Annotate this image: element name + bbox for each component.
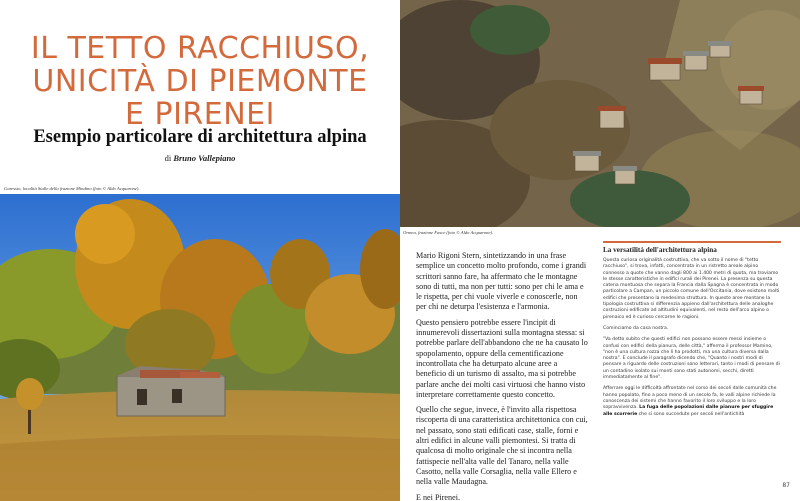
sidebar-paragraph-3: "Va detto subito che questi edifici non possono essere messi insieme o confusi con edifici della pianura, delle città," afferma il professor Mamino, "non è una cultura rozza che li ha prodotti, ma una cultura diversa dalla nostra". E conclude il paragrafo dicendo che, "Quanto i nostri modi di pensare a riguardo delle costruzioni sono letterari, tanto i modi di pensare di un contadino isolato sui monti sono stati autonomi, secchi, diretti immediatamente al fine".: [603, 337, 780, 381]
sidebar-paragraph-4: [603, 386, 781, 417]
title-line-3: E PIRENEI: [125, 97, 275, 132]
body-paragraph-2: Questo pensiero potrebbe essere l'incipit di innumerevoli dissertazioni sulla montagna stessa: si potrebbe parlare dell'abbandono che ne ha causato lo spopolamento, oppure della cementificazione incontrollata che ha deturpato alcune aree a beneficio di un turismo di assalto, ma si potrebbe parlare anche dei molti casi virtuosi che hanno visto interpretare correttamente questo concetto.: [416, 317, 588, 399]
left-photo-caption: Garessio, località Stalle della frazione Mindino (foto © Aldo Acquarone).: [4, 186, 140, 191]
author-name: Bruno Vallepiano: [173, 153, 236, 163]
photo-autumn-ruin-icon: [0, 194, 400, 501]
title-line-1: IL TETTO RACCHIUSO,: [30, 31, 370, 66]
sidebar-paragraph-2: Cominciamo da casa nostra.: [603, 325, 669, 331]
body-paragraph-3: Quello che segue, invece, è l'invito alla rispettosa riscoperta di una caratteristica architettonica con cui, nel passato, sono stati edificati case, stalle, forni e altri edifici in alcune valli piemontesi. Si tratta di qualcosa di molto originale che si incontra nella fattispecie nell'alta valle del Tanaro, nella valle Casotto, nella valle Corsaglia, nella valle Ellero e nella valle Maudagna.: [416, 405, 588, 487]
sidebar-p4-end: che si sono succedute per secoli nell'antichità: [637, 411, 745, 417]
body-column: [416, 251, 589, 501]
sidebar-accent-rule: [603, 241, 781, 243]
byline-prefix: di: [164, 153, 172, 163]
right-photo-caption: Ormea, frazione Fasce (foto © Aldo Acquarone).: [403, 230, 494, 235]
byline: [0, 153, 400, 163]
title-line-2: UNICITÀ DI PIEMONTE: [32, 64, 368, 99]
sidebar-title: La versatilità dell'architettura alpina: [603, 246, 717, 254]
sidebar-p4-start: Afferrare oggi le difficoltà affrontate nel corso dei secoli dalle comunità che hanno popolato, fino a poco meno di un secolo fa, le valli alpine richiede la conoscenza dei sistemi che hanno favorito il loro sviluppo e la loro sopravvivenza.: [603, 386, 777, 411]
article-title: [0, 32, 400, 131]
photo-aerial-hamlet-icon: [400, 0, 800, 227]
body-paragraph-4: E nei Pirenei.: [416, 492, 460, 501]
sidebar-box: [603, 241, 781, 423]
sidebar-paragraph-1: Questa curiosa originalità costruttiva, che va sotto il nome di "tetto racchiuso", si trova, infatti, concentrata in un ristretto areale alpino connesso a quote che vanno dagli 800 ai 1.400 metri di quota, ma troviamo le stesse caratteristiche in edifici rurali dei Pirenei. La presenza su questa catena montuosa che separa la Francia dalla Spagna è concentrata in modo particolare a Campan, un piccolo comune dell'Occitania, dove esistono molti edifici che presentano la medesima struttura. In queste aree montane la tipologia costruttiva si differenzia appieno dall'architettura delle analoghe costruzioni edificate ad altitudini equivalenti, nel resto dell'arco alpino o pirenaico ed è curioso cercarne le ragioni.: [603, 258, 780, 320]
body-paragraph-1: Mario Rigoni Stern, sintetizzando in una frase semplice un concetto molto profondo, come i grandi scrittori sanno fare, ha affermato che le montagne sono di tutti, ma non per tutti: sono per chi le ama e le rispetta, per chi vuole viverle e conoscerle, non per chi ne deturpa l'esistenza e l'armonia.: [416, 251, 587, 312]
sidebar-p4-bold: La fuga delle popolazioni dalle pianure per sfuggire alle scorrerie: [603, 405, 774, 417]
page-number: 87: [782, 482, 790, 489]
autumn-ruin-photo: [0, 194, 400, 501]
article-subtitle: Esempio particolare di architettura alpina: [33, 127, 367, 147]
aerial-hamlet-photo: [400, 0, 800, 227]
